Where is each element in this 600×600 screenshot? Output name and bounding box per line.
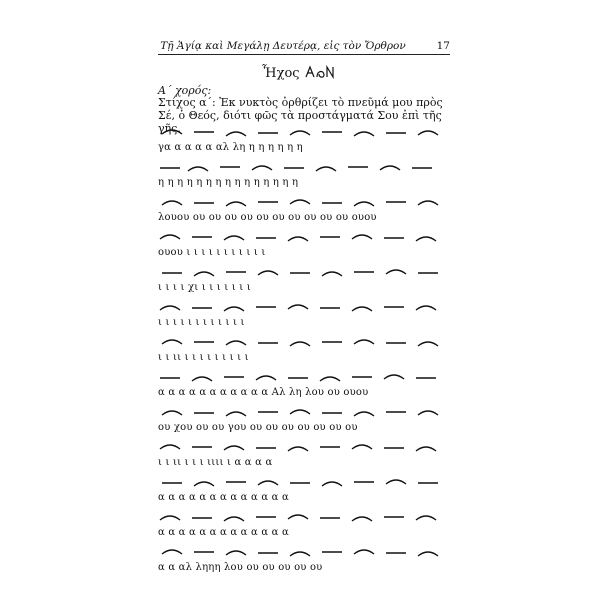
running-head-title: Τῇ Ἁγίᾳ καὶ Μεγάλῃ Δευτέρᾳ, εἰς τὸν Ὄρθρον xyxy=(160,40,406,52)
notation-line xyxy=(158,229,450,263)
lyrics-line: α α α α α α α α α α α α α xyxy=(158,527,289,538)
notation-line xyxy=(158,264,450,298)
lyrics-line: ι ι ι ι χι ι ι ι ι ι ι ι xyxy=(158,282,251,293)
neume-row xyxy=(158,159,450,175)
lyrics-line: ι ι ιι ι ι ι ιιιι ι α α α α xyxy=(158,457,273,468)
notation-line xyxy=(158,439,450,473)
neume-row xyxy=(158,509,450,525)
lyrics-line: γα α α α α αλ λη η η η η η η xyxy=(158,142,303,153)
stichos-verse: Στίχος α΄: Ἐκ νυκτὸς ὀρθρίζει τὸ πνεῦμά μου πρὸς Σέ, ὁ Θεός, διότι φῶς τὰ προστάγματά Σου ἐπὶ τῆς γῆς. xyxy=(158,96,443,135)
lyrics-line: ι ι ιι ι ι ι ι ι ι ι ι ι xyxy=(158,352,249,363)
choir-label: Α΄ χορός: xyxy=(158,84,212,97)
lyrics-line: ουου ι ι ι ι ι ι ι ι ι ι ι xyxy=(158,247,266,258)
tone-label: Ἦχος xyxy=(262,66,300,81)
notation-line xyxy=(158,334,450,368)
notation-line xyxy=(158,124,450,158)
notation-line xyxy=(158,474,450,508)
lyrics-line: α α αλ ληηη λου ου ου ου ου ου xyxy=(158,562,323,573)
neume-row xyxy=(158,229,450,245)
neume-row xyxy=(158,124,450,140)
header-rule xyxy=(158,54,450,55)
lyrics-line: α α α α α α α α α α α Αλ λη λου ου ουου xyxy=(158,387,369,398)
neume-row xyxy=(158,299,450,315)
notation-line xyxy=(158,299,450,333)
neume-row xyxy=(158,264,450,280)
notation-line xyxy=(158,544,450,578)
neume-row xyxy=(158,194,450,210)
neume-row xyxy=(158,439,450,455)
tone-heading xyxy=(0,64,600,81)
neume-row xyxy=(158,334,450,350)
notation-line xyxy=(158,369,450,403)
neume-row xyxy=(158,404,450,420)
neume-row xyxy=(158,544,450,560)
lyrics-line: ι ι ι ι ι ι ι ι ι ι ι ι xyxy=(158,317,245,328)
lyrics-line: η η η η η η η η η η η η η η η xyxy=(158,177,299,188)
lyrics-line: ου χου ου ου γου ου ου ου ου ου ου ου xyxy=(158,422,358,433)
running-head xyxy=(158,40,450,52)
notation-line xyxy=(158,194,450,228)
notation-line xyxy=(158,509,450,543)
mode-signature-icon xyxy=(304,64,338,80)
neume-row xyxy=(158,474,450,490)
notation-line xyxy=(158,404,450,438)
page-number: 17 xyxy=(436,40,450,52)
neume-row xyxy=(158,369,450,385)
lyrics-line: λουου ου ου ου ου ου ου ου ου ου ου ουου xyxy=(158,212,377,223)
notation-line xyxy=(158,159,450,193)
lyrics-line: α α α α α α α α α α α α α xyxy=(158,492,289,503)
